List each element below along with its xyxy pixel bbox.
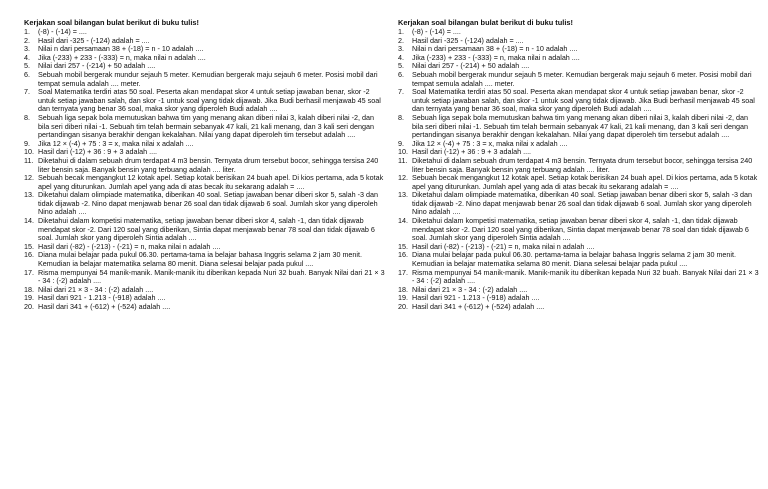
question-text: Hasil dari 921 - 1.213 - (-918) adalah ....: [38, 293, 166, 303]
question-item: [24, 269, 386, 286]
question-number: 6.: [398, 69, 404, 79]
question-number: 4.: [24, 52, 30, 62]
question-number: 15.: [398, 241, 408, 251]
question-text: Sebuah mobil bergerak mundur sejauh 5 meter. Kemudian bergerak maju sejauh 6 meter. Posisi mobil dari tempat semula adalah .... meter.: [412, 69, 752, 88]
question-text: (-8) - (-14) = ....: [38, 27, 87, 36]
question-text: Nilai dari 21 × 3 - 34 : (-2) adalah ....: [412, 284, 528, 294]
question-text: Jika 12 × (-4) + 75 : 3 = x, maka nilai x adalah ....: [38, 138, 194, 148]
question-text: Nilai dari 257 - (-214) + 50 adalah ....: [412, 61, 530, 71]
question-number: 2.: [24, 35, 30, 45]
question-item: [398, 269, 760, 286]
question-item: [398, 303, 760, 312]
question-item: [24, 114, 386, 140]
question-number: 7.: [24, 87, 30, 97]
question-text: Diketahui di dalam sebuah drum terdapat 4 m3 bensin. Ternyata drum tersebut bocor, sehingga tersisa 240 liter bensin saja. Banyak bensin yang terbuang adalah .... liter.: [412, 155, 753, 174]
question-text: Diana mulai belajar pada pukul 06.30. pertama-tama ia belajar bahasa Inggris selama 2 jam 30 menit. Kemudian ia belajar matematika selama 80 menit. Diana selesai belajar pada pukul ....: [38, 250, 363, 269]
question-item: [398, 217, 760, 243]
question-text: Jika (-233) + 233 - (-333) = n, maka nilai n adalah ....: [412, 52, 580, 62]
question-text: Sebuah mobil bergerak mundur sejauh 5 meter. Kemudian bergerak maju sejauh 6 meter. Posisi mobil dari tempat semula adalah .... meter.: [38, 69, 378, 88]
question-number: 11.: [24, 155, 34, 165]
question-item: [24, 251, 386, 268]
question-item: [398, 174, 760, 191]
question-text: Risma mempunyai 54 manik-manik. Manik-manik itu diberikan kepada Nuri 32 buah. Banyak Nilai dari 21 × 3 - 34 : (-2) adalah ....: [38, 267, 385, 286]
worksheet-title: Kerjakan soal bilangan bulat berikut di buku tulis!: [398, 18, 573, 27]
question-number: 9.: [24, 138, 30, 148]
question-text: Diketahui dalam kompetisi matematika, setiap jawaban benar diberi skor 4, salah -1, dan tidak dijawab mendapat skor -2. Dari 120 soal yang diberikan, Sintia dapat menjawab benar 78 soal dan tidak dijawab 6 soal. Jumlah skor yang diperoleh Sintia adalah ....: [38, 216, 375, 243]
worksheet-column-left: [24, 18, 386, 312]
question-text: Diketahui dalam kompetisi matematika, setiap jawaban benar diberi skor 4, salah -1, dan tidak dijawab mendapat skor -2. Dari 120 soal yang diberikan, Sintia dapat menjawab benar 78 soal dan tidak dijawab 6 soal. Jumlah skor yang diperoleh Sintia adalah ....: [412, 216, 749, 243]
question-text: Risma mempunyai 54 manik-manik. Manik-manik itu diberikan kepada Nuri 32 buah. Banyak Nilai dari 21 × 3 - 34 : (-2) adalah ....: [412, 267, 759, 286]
question-item: [398, 157, 760, 174]
question-number: 8.: [398, 112, 404, 122]
question-number: 3.: [24, 44, 30, 54]
question-item: [398, 71, 760, 88]
question-text: Hasil dari 341 + (-612) + (-524) adalah ....: [38, 302, 171, 311]
question-text: Hasil dari -325 - (-124) adalah = ....: [412, 35, 524, 45]
question-number: 12.: [398, 173, 408, 183]
question-text: (-8) - (-14) = ....: [412, 27, 461, 36]
question-text: Jika (-233) + 233 - (-333) = n, maka nilai n adalah ....: [38, 52, 206, 62]
question-item: [24, 71, 386, 88]
question-text: Sebuah becak mengangkut 12 kotak apel. Setiap kotak berisikan 24 buah apel. Di kios pertama, ada 5 kotak apel yang diturunkan. Jumlah apel yang ada di atas becak itu sekarang adalah = ....: [38, 173, 384, 191]
question-number: 16.: [24, 250, 34, 260]
question-number: 14.: [24, 216, 34, 226]
question-text: Nilai dari 21 × 3 - 34 : (-2) adalah ....: [38, 284, 154, 294]
question-item: [24, 303, 386, 312]
question-number: 19.: [398, 293, 408, 303]
question-text: Diketahui dalam olimpiade matematika, diberikan 40 soal. Setiap jawaban benar diberi skor 5, salah -3 dan tidak dijawab -2. Nino dapat menjawab benar 26 soal dan tidak dijawab 6 soal. Jumlah skor yang diperoleh Nino adalah ....: [412, 190, 753, 217]
question-number: 14.: [398, 216, 408, 226]
question-text: Hasil dari 921 - 1.213 - (-918) adalah ....: [412, 293, 540, 303]
question-number: 18.: [24, 284, 34, 294]
question-list: [24, 28, 386, 312]
question-text: Nilai n dari persamaan 38 + (-18) = n - 10 adalah ....: [38, 44, 204, 54]
question-number: 10.: [398, 147, 408, 157]
question-number: 3.: [398, 44, 404, 54]
question-text: Sebuah liga sepak bola memutuskan bahwa tim yang menang akan diberi nilai 3, kalah diberi nilai -2, dan bila seri diberi nilai -1. Sebuah tim telah bermain sebanyak 47 kali, 21 kali menang, dan 3 kali seri dengan pertandingan sisanya berakhir dengan kekalahan. Nilai yang dapat diperoleh tim tersebut adalah ....: [38, 112, 375, 140]
question-text: Hasil dari (-82) - (-213) - (-21) = n, maka nilai n adalah ....: [38, 241, 221, 251]
question-text: Diana mulai belajar pada pukul 06.30. pertama-tama ia belajar bahasa Inggris selama 2 jam 30 menit. Kemudian ia belajar matematika selama 80 menit. Diana selesai belajar pada pukul ....: [412, 250, 737, 269]
question-number: 6.: [24, 69, 30, 79]
question-number: 9.: [398, 138, 404, 148]
question-text: Sebuah liga sepak bola memutuskan bahwa tim yang menang akan diberi nilai 3, kalah diberi nilai -2, dan bila seri diberi nilai -1. Sebuah tim telah bermain sebanyak 47 kali, 21 kali menang, dan 3 kali seri dengan pertandingan sisanya berakhir dengan kekalahan. Nilai yang dapat diperoleh tim tersebut adalah ....: [412, 112, 749, 140]
question-text: Hasil dari (-12) + 36 : 9 + 3 adalah ....: [38, 147, 158, 157]
question-item: [398, 114, 760, 140]
question-number: 20.: [24, 302, 34, 311]
question-text: Hasil dari -325 - (-124) adalah = ....: [38, 35, 150, 45]
question-number: 18.: [398, 284, 408, 294]
question-item: [24, 157, 386, 174]
question-text: Soal Matematika terdiri atas 50 soal. Peserta akan mendapat skor 4 untuk setiap jawaban benar, skor -2 untuk setiap jawaban salah, dan skor -1 untuk soal yang tidak dijawab. Jika Budi berhasil menjawab 45 soal dan ternyata yang benar 36 soal, maka skor yang diperoleh Budi adalah ....: [412, 87, 755, 114]
question-number: 20.: [398, 302, 408, 311]
question-text: Soal Matematika terdiri atas 50 soal. Peserta akan mendapat skor 4 untuk setiap jawaban benar, skor -2 untuk setiap jawaban salah, dan skor -1 untuk soal yang tidak dijawab. Jika Budi berhasil menjawab 45 soal dan ternyata yang benar 36 soal, maka skor yang diperoleh Budi adalah ....: [38, 87, 381, 114]
question-item: [398, 88, 760, 114]
question-number: 12.: [24, 173, 34, 183]
question-text: Nilai n dari persamaan 38 + (-18) = n - 10 adalah ....: [412, 44, 578, 54]
question-number: 15.: [24, 241, 34, 251]
question-item: [24, 174, 386, 191]
question-item: [398, 191, 760, 217]
question-number: 4.: [398, 52, 404, 62]
question-number: 7.: [398, 87, 404, 97]
question-list: [398, 28, 760, 312]
question-text: Hasil dari (-82) - (-213) - (-21) = n, maka nilai n adalah ....: [412, 241, 595, 251]
question-text: Sebuah becak mengangkut 12 kotak apel. Setiap kotak berisikan 24 buah apel. Di kios pertama, ada 5 kotak apel yang diturunkan. Jumlah apel yang ada di atas becak itu sekarang adalah = ....: [412, 173, 758, 191]
worksheet-title: Kerjakan soal bilangan bulat berikut di buku tulis!: [24, 18, 199, 27]
question-number: 8.: [24, 112, 30, 122]
question-text: Diketahui di dalam sebuah drum terdapat 4 m3 bensin. Ternyata drum tersebut bocor, sehingga tersisa 240 liter bensin saja. Banyak bensin yang terbuang adalah .... liter.: [38, 155, 379, 174]
question-number: 5.: [398, 61, 404, 71]
question-text: Diketahui dalam olimpiade matematika, diberikan 40 soal. Setiap jawaban benar diberi skor 5, salah -3 dan tidak dijawab -2. Nino dapat menjawab benar 26 soal dan tidak dijawab 6 soal. Jumlah skor yang diperoleh Nino adalah ....: [38, 190, 379, 217]
question-number: 17.: [24, 267, 34, 277]
question-number: 13.: [24, 190, 34, 200]
worksheet-column-right: [398, 18, 760, 312]
question-number: 1.: [398, 27, 404, 36]
question-number: 13.: [398, 190, 408, 200]
question-item: [24, 88, 386, 114]
question-item: [24, 191, 386, 217]
question-number: 17.: [398, 267, 408, 277]
question-number: 19.: [24, 293, 34, 303]
question-text: Hasil dari 341 + (-612) + (-524) adalah ....: [412, 302, 545, 311]
question-number: 11.: [398, 155, 408, 165]
question-item: [24, 217, 386, 243]
question-item: [398, 251, 760, 268]
question-text: Hasil dari (-12) + 36 : 9 + 3 adalah ....: [412, 147, 532, 157]
question-number: 16.: [398, 250, 408, 260]
question-number: 10.: [24, 147, 34, 157]
question-number: 2.: [398, 35, 404, 45]
question-text: Jika 12 × (-4) + 75 : 3 = x, maka nilai x adalah ....: [412, 138, 568, 148]
question-text: Nilai dari 257 - (-214) + 50 adalah ....: [38, 61, 156, 71]
question-number: 5.: [24, 61, 30, 71]
question-number: 1.: [24, 27, 30, 36]
